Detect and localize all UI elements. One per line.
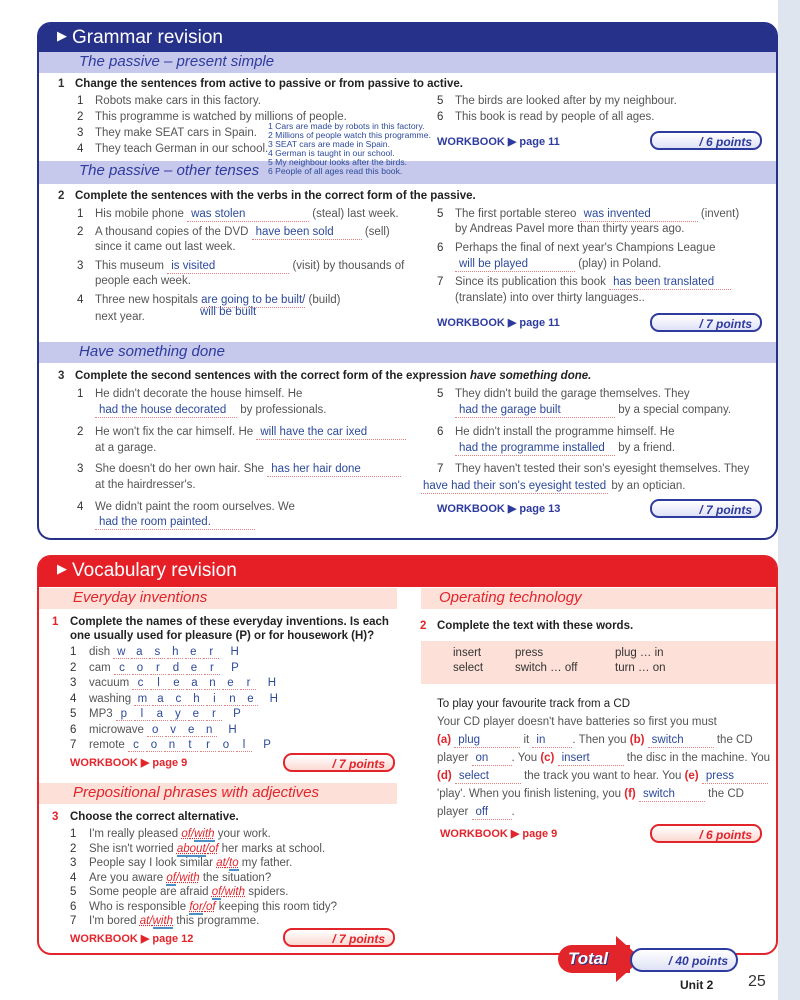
type-answer: H xyxy=(228,723,237,736)
option-2[interactable]: with xyxy=(224,886,246,898)
letter-answer: v xyxy=(165,724,181,737)
option-1[interactable]: about xyxy=(176,842,206,855)
letter-answer: o xyxy=(132,662,148,675)
letter-answer: o xyxy=(147,724,163,737)
sentence-start: Are you aware xyxy=(89,871,164,884)
text-line: (d) select the track you want to hear. You (e) press xyxy=(437,769,768,784)
text-line: player on . You (c) insert the disc in the machine. You xyxy=(437,752,771,764)
item-number: 4 xyxy=(77,294,84,306)
item-text: They didn't build the garage themselves. They xyxy=(455,388,690,400)
word: select xyxy=(453,662,484,674)
letter-answer: e xyxy=(222,677,238,690)
workbook-link[interactable]: WORKBOOK ▶ page 11 xyxy=(437,317,560,329)
sentence-end: keeping this room tidy? xyxy=(218,900,338,913)
points-box[interactable]: / 6 points xyxy=(650,131,762,150)
item-text: He didn't install the programme himself. He xyxy=(455,426,675,438)
invention-item xyxy=(89,676,276,691)
exercise-number: 1 xyxy=(52,616,59,628)
item-text: His mobile phone was stolen (steal) last week. xyxy=(95,208,399,220)
points-box[interactable]: / 7 points xyxy=(283,753,395,772)
item-number: 5 xyxy=(70,886,77,898)
item-number: 2 xyxy=(77,111,84,123)
item-text xyxy=(95,515,255,530)
stem: washing xyxy=(89,692,132,705)
option-1[interactable]: for xyxy=(189,900,203,913)
answer-6: 6 People of all ages read this book. xyxy=(268,166,403,176)
invention-item xyxy=(89,661,239,676)
points-box[interactable]: / 6 points xyxy=(650,824,762,843)
invention-item xyxy=(89,723,237,738)
item-number: 1 xyxy=(77,95,84,107)
section-heading: The passive – present simple xyxy=(39,52,776,73)
exercise-number: 3 xyxy=(52,811,59,823)
type-answer: P xyxy=(233,708,241,720)
option-2[interactable]: of xyxy=(205,900,216,913)
answer: will be built xyxy=(200,306,257,318)
item-text: Three new hospitals are going to be built/ (build) xyxy=(95,294,341,306)
letter-answer: o xyxy=(146,739,162,752)
item-text: This book is read by people of all ages. xyxy=(455,111,655,123)
item-number: 7 xyxy=(70,739,77,751)
item-text: (translate) into over thirty languages.. xyxy=(455,292,645,304)
letter-answer: e xyxy=(183,724,199,737)
invention-item xyxy=(89,738,271,753)
preposition-item xyxy=(89,856,292,871)
item-text: He won't fix the car himself. He will have the car ixed xyxy=(95,425,406,440)
answer-1: 1 Cars are made by robots in this factory. xyxy=(268,121,425,131)
word: press xyxy=(515,647,544,659)
item-text: They make SEAT cars in Spain. xyxy=(95,127,257,139)
total-points-box[interactable]: / 40 points xyxy=(630,948,738,972)
unit-label: Unit 2 xyxy=(680,978,714,992)
letter-answer: l xyxy=(150,677,166,690)
letter-answer: d xyxy=(168,662,184,675)
text-line: Your CD player doesn't have batteries so first you must xyxy=(437,716,717,728)
stem: cam xyxy=(89,661,111,674)
workbook-link[interactable]: WORKBOOK ▶ page 12 xyxy=(70,933,194,945)
instruction: Complete the sentences with the verbs in the correct form of the passive. xyxy=(75,190,476,202)
item-text: at the hairdresser's. xyxy=(95,479,196,491)
option-2[interactable]: of xyxy=(208,842,219,855)
item-number: 2 xyxy=(77,226,84,238)
letter-answer: r xyxy=(150,662,166,675)
preposition-item xyxy=(89,827,271,842)
exercise-number: 3 xyxy=(58,370,65,382)
preposition-item xyxy=(89,885,289,900)
item-number: 3 xyxy=(77,127,84,139)
item-number: 1 xyxy=(77,208,84,220)
vocabulary-title: Vocabulary revision xyxy=(72,560,237,581)
letter-answer: r xyxy=(203,646,219,659)
answer-4: 4 German is taught in our school. xyxy=(268,148,395,158)
sentence-start: Who is responsible xyxy=(89,900,187,913)
preposition-item xyxy=(89,871,271,886)
item-number: 6 xyxy=(70,723,77,736)
item-text: had the garage built by a special company. xyxy=(455,403,731,418)
invention-item xyxy=(89,692,278,707)
item-number: 5 xyxy=(437,208,444,220)
letter-answer: a xyxy=(186,677,202,690)
workbook-link[interactable]: WORKBOOK ▶ page 9 xyxy=(440,828,558,840)
type-answer: H xyxy=(230,646,239,658)
instruction: Complete the text with these words. xyxy=(437,620,634,632)
letter-answer: r xyxy=(240,677,256,690)
item-number: 2 xyxy=(70,661,77,674)
answer: have had their son's eyesight tested xyxy=(423,480,607,492)
letter-answer: c xyxy=(128,739,144,752)
alternatives[interactable]: of/with xyxy=(166,871,200,884)
instruction: one usually used for pleasure (P) or for housework (H)? xyxy=(70,630,375,642)
item-text: had the house decorated by professionals. xyxy=(95,403,327,418)
letter-answer: r xyxy=(206,708,222,721)
letter-answer: n xyxy=(224,693,240,706)
letter-answer: e xyxy=(188,708,204,721)
type-answer: P xyxy=(231,661,239,674)
item-text: Perhaps the final of next year's Champions League xyxy=(455,242,716,254)
answer: was invented xyxy=(580,208,698,222)
item-number: 5 xyxy=(70,708,77,720)
type-answer: P xyxy=(263,739,271,751)
item-text: They teach German in our school. xyxy=(95,143,269,155)
letter-answer: c xyxy=(170,693,186,706)
sentence-start: I'm bored xyxy=(89,915,137,927)
sentence-start: People say I look similar xyxy=(89,857,213,869)
answer: will have the car ixed xyxy=(256,426,406,440)
stem: remote xyxy=(89,739,125,751)
letter-answer: a xyxy=(152,708,168,721)
item-number: 1 xyxy=(70,828,77,840)
preposition-item xyxy=(89,842,325,857)
type-answer: H xyxy=(269,692,278,705)
invention-item xyxy=(89,645,239,660)
item-text: He didn't decorate the house himself. He xyxy=(95,388,303,400)
option-1[interactable]: of xyxy=(181,828,191,840)
answer-5: 5 My neighbour looks after the birds. xyxy=(268,157,408,167)
letter-answer: a xyxy=(131,646,147,659)
exercise-number: 2 xyxy=(58,190,65,202)
section-heading: Operating technology xyxy=(421,588,776,609)
item-number: 7 xyxy=(437,276,444,288)
option-1[interactable]: at xyxy=(139,915,150,927)
item-text: Robots make cars in this factory. xyxy=(95,95,261,107)
grammar-title: Grammar revision xyxy=(72,27,223,48)
letter-answer: r xyxy=(204,662,220,675)
item-number: 7 xyxy=(70,915,77,927)
item-number: 6 xyxy=(70,900,77,913)
item-number: 5 xyxy=(437,388,444,400)
alternatives[interactable]: about/of xyxy=(176,842,219,855)
grammar-header xyxy=(39,24,776,54)
stem: vacuum xyxy=(89,677,130,689)
letter-answer: e xyxy=(186,662,202,675)
word: turn … on xyxy=(615,662,666,674)
sentence-end: my father. xyxy=(241,857,293,869)
answer-2: 2 Millions of people watch this programme. xyxy=(268,130,431,140)
letter-answer: e xyxy=(185,646,201,659)
letter-answer: a xyxy=(152,693,168,706)
stem: MP3 xyxy=(89,708,113,720)
item-text: The first portable stereo was invented (invent) xyxy=(455,208,740,220)
text-line: 'play'. When you finish listening, you (f) switch the CD xyxy=(437,788,744,800)
item-number: 1 xyxy=(70,646,77,658)
letter-answer: c xyxy=(114,662,130,675)
answer-3: 3 SEAT cars are made in Spain. xyxy=(268,139,390,149)
letter-answer: c xyxy=(132,677,148,690)
letter-answer: i xyxy=(206,693,222,706)
answer: are going to be built/ xyxy=(201,294,306,306)
item-text: at a garage. xyxy=(95,442,157,454)
word: switch … off xyxy=(515,662,578,674)
letter-answer: m xyxy=(134,693,150,706)
letter-answer: e xyxy=(242,693,258,706)
option-2[interactable]: to xyxy=(229,857,239,869)
item-text: Since its publication this book has been translated xyxy=(455,275,731,290)
instruction: Choose the correct alternative. xyxy=(70,811,239,823)
letter-answer: r xyxy=(200,739,216,752)
answer: had the room painted. xyxy=(95,516,255,530)
sentence-end: her marks at school. xyxy=(221,842,326,855)
answer: will be played xyxy=(455,258,575,272)
sentence-end: spiders. xyxy=(248,886,289,898)
instruction: Complete the names of these everyday inventions. Is each xyxy=(70,616,389,628)
letter-answer: h xyxy=(188,693,204,706)
item-number: 4 xyxy=(70,692,77,705)
item-text: people each week. xyxy=(95,275,191,287)
answer: had the programme installed xyxy=(455,442,615,456)
letter-answer: h xyxy=(167,646,183,659)
option-2[interactable]: with xyxy=(194,828,215,840)
item-text: had the programme installed by a friend. xyxy=(455,441,675,456)
item-number: 6 xyxy=(437,426,444,438)
answer: have been sold xyxy=(252,226,362,240)
item-number: 3 xyxy=(70,857,77,869)
letter-answer: n xyxy=(204,677,220,690)
sentence-start: Some people are afraid xyxy=(89,886,209,898)
item-number: 3 xyxy=(77,260,84,272)
item-number: 4 xyxy=(70,871,77,884)
word: insert xyxy=(453,647,482,659)
alternatives[interactable]: for/of xyxy=(189,900,216,913)
item-number: 3 xyxy=(70,677,77,689)
sentence-end: your work. xyxy=(217,828,271,840)
option-1[interactable]: at xyxy=(216,857,226,869)
page-edge xyxy=(778,0,800,1000)
item-number: 2 xyxy=(70,842,77,855)
instruction: Change the sentences from active to passive or from passive to active. xyxy=(75,78,463,90)
item-text: The birds are looked after by my neighbour. xyxy=(455,95,677,107)
letter-answer: n xyxy=(164,739,180,752)
answer: is visited xyxy=(167,260,289,274)
item-number: 2 xyxy=(77,426,84,438)
vocabulary-header xyxy=(39,557,776,587)
section-heading: Have something done xyxy=(39,342,776,363)
item-number: 3 xyxy=(77,463,84,475)
letter-answer: w xyxy=(113,646,129,659)
instruction: Complete the second sentences with the correct form of the expression have something done. xyxy=(75,370,592,382)
workbook-link[interactable]: WORKBOOK ▶ page 13 xyxy=(437,503,561,515)
letter-answer: s xyxy=(149,646,165,659)
item-text: will be played (play) in Poland. xyxy=(455,257,661,272)
item-text: since it came out last week. xyxy=(95,241,236,253)
triangle-icon: ▶ xyxy=(57,561,67,576)
option-2[interactable]: with xyxy=(179,871,200,884)
item-text: by Andreas Pavel more than thirty years ago. xyxy=(455,223,685,235)
item-number: 1 xyxy=(77,388,84,400)
alternatives[interactable]: at/to xyxy=(216,857,239,869)
answer: had the garage built xyxy=(455,404,615,418)
letter-answer: l xyxy=(236,739,252,752)
option-1[interactable]: of xyxy=(211,886,222,898)
alternatives[interactable]: of/with xyxy=(211,886,246,898)
invention-item xyxy=(89,707,241,722)
sentence-end: this programme. xyxy=(176,915,260,927)
letter-answer: o xyxy=(218,739,234,752)
letter-answer: p xyxy=(116,708,132,721)
section-heading: The passive – other tenses xyxy=(39,161,776,184)
letter-answer: e xyxy=(168,677,184,690)
triangle-icon: ▶ xyxy=(57,28,67,43)
option-1[interactable]: of xyxy=(166,871,176,884)
item-text: We didn't paint the room ourselves. We xyxy=(95,501,295,513)
stem: microwave xyxy=(89,723,144,736)
workbook-link[interactable]: WORKBOOK ▶ page 9 xyxy=(70,757,188,769)
answer: has her hair done xyxy=(267,463,401,477)
answer: had the house decorated xyxy=(95,404,237,418)
item-text: have had their son's eyesight tested by an optician. xyxy=(423,480,686,492)
text-line: player off . xyxy=(437,806,515,818)
alternatives[interactable]: of/with xyxy=(181,828,215,840)
text-line: (a) plug it in . Then you (b) switch the CD xyxy=(437,734,753,746)
points-box[interactable]: / 7 points xyxy=(650,499,762,518)
alternatives[interactable]: at/with xyxy=(139,915,174,927)
item-number: 5 xyxy=(437,95,444,107)
exercise-number: 1 xyxy=(58,78,65,90)
points-box[interactable]: / 7 points xyxy=(650,313,762,332)
workbook-link[interactable]: WORKBOOK ▶ page 11 xyxy=(437,136,560,148)
points-box[interactable]: / 7 points xyxy=(283,928,395,947)
letter-answer: l xyxy=(134,708,150,721)
item-text: A thousand copies of the DVD have been sold (sell) xyxy=(95,226,390,238)
stem: dish xyxy=(89,646,111,658)
type-answer: H xyxy=(267,677,276,689)
text-title: To play your favourite track from a CD xyxy=(437,698,631,710)
letter-answer: y xyxy=(170,708,186,721)
section-heading: Prepositional phrases with adjectives xyxy=(39,783,397,804)
preposition-item xyxy=(89,914,259,929)
item-number: 4 xyxy=(77,143,84,155)
sentence-end: the situation? xyxy=(202,871,272,884)
letter-answer: t xyxy=(182,739,198,752)
item-text: next year. xyxy=(95,311,145,323)
total-badge: Total xyxy=(558,945,630,973)
sentence-start: She isn't worried xyxy=(89,842,174,855)
sentence-start: I'm really pleased xyxy=(89,828,179,840)
item-number: 6 xyxy=(437,242,444,254)
exercise-number: 2 xyxy=(420,620,427,632)
letter-answer: n xyxy=(201,724,217,737)
item-text: This programme is watched by millions of people. xyxy=(95,111,347,123)
item-text: This museum is visited (visit) by thousands of xyxy=(95,260,405,272)
item-number: 4 xyxy=(77,501,84,513)
item-number: 7 xyxy=(437,463,444,475)
word: plug … in xyxy=(615,647,664,659)
answer: has been translated xyxy=(609,276,731,290)
option-2[interactable]: with xyxy=(152,915,174,927)
page-number: 25 xyxy=(748,973,766,990)
answer: was stolen xyxy=(187,208,309,222)
section-heading: Everyday inventions xyxy=(39,588,397,609)
preposition-item xyxy=(89,900,337,915)
item-text: She doesn't do her own hair. She has her hair done xyxy=(95,462,401,477)
item-text: They haven't tested their son's eyesight themselves. They xyxy=(455,463,750,475)
item-number: 6 xyxy=(437,111,444,123)
